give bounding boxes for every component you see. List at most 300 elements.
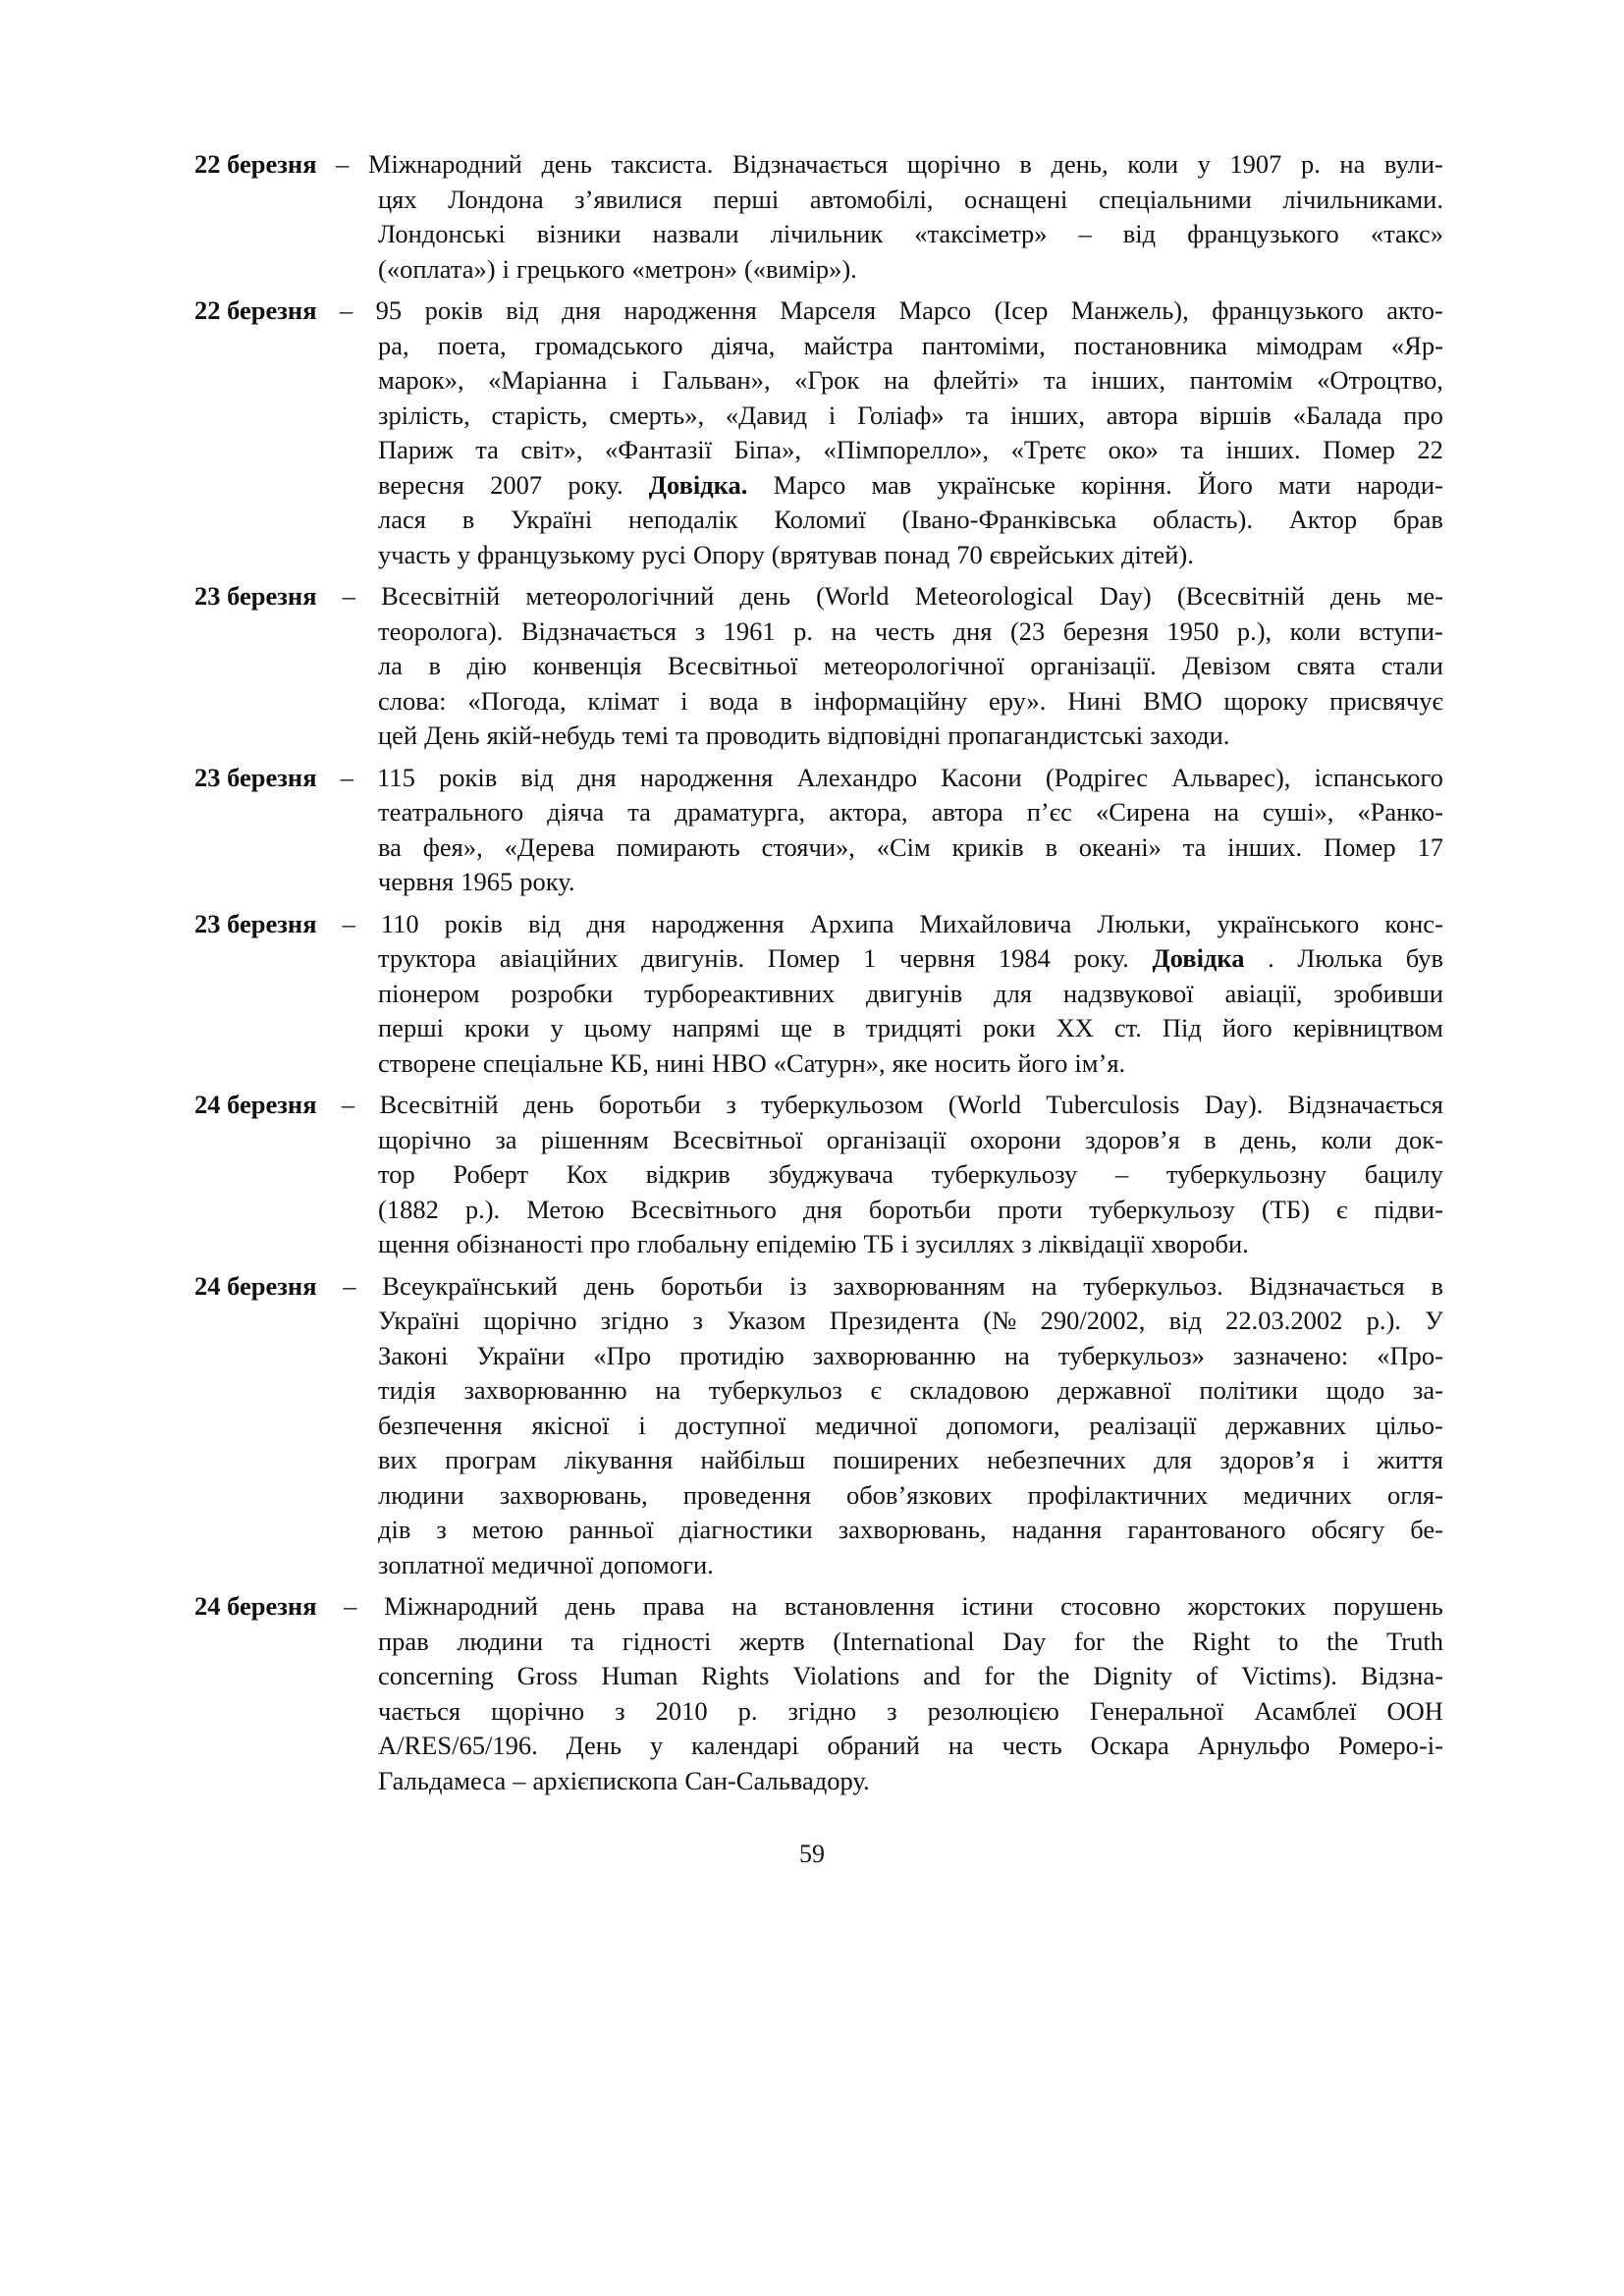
word: авіації, (1224, 978, 1303, 1008)
word: (Всесвітній (1176, 581, 1305, 611)
word: (Ісер (994, 295, 1049, 325)
word: якій-небудь (486, 721, 616, 750)
word: – (1078, 219, 1092, 248)
word: Violations (792, 1661, 900, 1690)
entry-line (378, 329, 1443, 364)
word: автора (931, 797, 1003, 827)
word: у (457, 539, 471, 569)
word: з (887, 1695, 897, 1726)
word: the (1038, 1661, 1070, 1690)
word: день (541, 149, 592, 179)
word: р. (1300, 149, 1321, 179)
word: ООН (1386, 1695, 1443, 1726)
calendar-entry (194, 1269, 1443, 1583)
word: 2007 (490, 469, 543, 500)
entry-first-line (194, 1088, 1443, 1123)
entry-first-line (194, 1269, 1443, 1305)
word: та (627, 797, 651, 827)
word: профілактичних (1027, 1479, 1209, 1510)
word: «Ранко- (1357, 797, 1443, 827)
word: 95 (375, 295, 403, 325)
word: Human (601, 1661, 678, 1690)
word: охорони (969, 1124, 1061, 1154)
word: «Маріанна (488, 365, 608, 395)
word: надзвукової (1062, 978, 1194, 1008)
word: з (436, 1515, 447, 1544)
word: Оскара (1090, 1731, 1169, 1760)
entry-dash: – (343, 1270, 356, 1301)
entry-first-line (194, 907, 1443, 942)
word: і (630, 365, 639, 395)
word: лася (378, 505, 426, 534)
word: епідемію (755, 1229, 857, 1258)
word: ва (378, 831, 402, 862)
word: «Фантазії (605, 435, 713, 464)
word: народження (651, 908, 785, 938)
entry-dash: – (342, 581, 355, 611)
word: обсягу (1311, 1515, 1385, 1544)
word: з (1021, 1229, 1032, 1258)
word: організації. (1030, 651, 1157, 680)
word: прав (378, 1626, 429, 1656)
word: вступи- (1359, 615, 1443, 646)
word: огля- (1386, 1479, 1443, 1510)
word: червня (378, 867, 455, 896)
word: Коломиї (774, 505, 866, 534)
word: в (1019, 149, 1032, 179)
word: доступної (675, 1410, 786, 1440)
word: Truth (1386, 1626, 1443, 1656)
entry-line (378, 649, 1443, 684)
entry-date: 22 березня (194, 295, 317, 325)
word: і (680, 685, 688, 716)
word: НВО (711, 1047, 767, 1078)
word: участь (378, 539, 451, 569)
word: ВМО (1143, 685, 1203, 716)
word: турбореактивних (644, 978, 836, 1008)
word: від (1122, 219, 1157, 248)
word: життя (1377, 1445, 1443, 1474)
word: захворювань, (838, 1515, 987, 1544)
word: 17 (1417, 831, 1443, 862)
word: неподалік (627, 505, 738, 534)
word: медичних (1243, 1479, 1352, 1510)
word: туберкульоз» (1057, 1340, 1205, 1370)
word: майстра (803, 330, 893, 360)
word: дня (802, 1194, 842, 1224)
word: «Балада (1292, 400, 1382, 430)
word: Президента (829, 1306, 960, 1335)
calendar-entry (194, 1589, 1443, 1798)
word: протидію (679, 1340, 785, 1370)
word: (№ (983, 1306, 1017, 1335)
word: флейті» (933, 365, 1020, 395)
word: згідно (787, 1695, 857, 1726)
word: (International (833, 1626, 975, 1656)
word: стали (1380, 651, 1443, 680)
word: театрального (378, 797, 524, 827)
word: of (1196, 1661, 1218, 1690)
word: (World (816, 581, 890, 611)
word: Париж (378, 435, 454, 464)
word: Міжнародний (383, 1591, 538, 1621)
word: пантоміми, (921, 330, 1046, 360)
word: Victims). (1241, 1661, 1337, 1690)
word: мімодрам (1256, 330, 1363, 360)
word: державних (1225, 1410, 1347, 1440)
word: День (566, 1731, 623, 1760)
entry-first-line (194, 294, 1443, 329)
word: інформаційну (813, 685, 968, 716)
word: Tuberculosis (1046, 1090, 1180, 1119)
word: честь (1001, 1731, 1062, 1760)
word: постановника (1073, 330, 1227, 360)
word: акто- (1386, 295, 1443, 325)
word: 1965 (460, 867, 514, 896)
entry-date: 23 березня (194, 762, 317, 792)
word: перші (713, 184, 780, 214)
word: права (642, 1591, 705, 1621)
word: його (1017, 1047, 1068, 1078)
word: р.). (1366, 1306, 1401, 1335)
word: «Пімпорелло», (823, 435, 990, 464)
word: день, (1051, 149, 1109, 179)
word: медичної (491, 1549, 594, 1579)
entry-line (378, 1339, 1443, 1374)
word: the (1326, 1626, 1359, 1656)
word: клімат (587, 685, 660, 716)
word: Всесвітньої (673, 1124, 803, 1154)
entry-date: 24 березня (194, 1090, 317, 1119)
word: туберкульозом (761, 1090, 924, 1119)
word: дів (378, 1515, 411, 1544)
word: та (676, 721, 699, 750)
word: дня (586, 908, 626, 938)
calendar-entry (194, 147, 1443, 287)
word: . (1268, 943, 1274, 973)
word: діагностики (678, 1515, 813, 1544)
word: «Третє (1010, 435, 1087, 464)
word: A/RES/65/196. (378, 1731, 538, 1760)
word: concerning (378, 1661, 494, 1690)
word: темі (622, 721, 670, 750)
word: поширених (833, 1445, 959, 1474)
word: з’явилися (574, 184, 682, 214)
word: туберкульозну (1165, 1159, 1327, 1189)
word: допомоги, (947, 1410, 1060, 1440)
entry-line (378, 1011, 1443, 1046)
entry-line (378, 977, 1443, 1012)
word: істини (961, 1591, 1034, 1621)
word: Люлька (1297, 943, 1383, 973)
entry-line (378, 1373, 1443, 1409)
word: обраний (827, 1731, 920, 1760)
word: У (1425, 1306, 1443, 1335)
word: від (506, 295, 539, 325)
word: французькому (477, 539, 635, 569)
word: за (495, 1124, 517, 1154)
entry-line (378, 795, 1443, 830)
word: тридцяті (865, 1013, 962, 1042)
word: лічильниками. (1282, 184, 1443, 214)
entry-line (378, 865, 1443, 900)
word: Марсо (898, 295, 972, 325)
word: Біпа», (733, 435, 801, 464)
word: на (655, 1375, 681, 1405)
word: океані» (1078, 831, 1162, 862)
word: народження (623, 295, 757, 325)
entry-date: 24 березня (194, 1591, 317, 1621)
word: у (1197, 149, 1211, 179)
entry-line (378, 830, 1443, 866)
word: (ТБ) (1261, 1194, 1310, 1224)
word: (Івано-Франківська (901, 505, 1117, 534)
word: Довідка (1152, 943, 1245, 973)
word: підви- (1374, 1194, 1443, 1224)
word: слова: (378, 685, 447, 716)
word: єврейських (989, 539, 1114, 569)
word: французького (1212, 295, 1364, 325)
word: ТБ (863, 1229, 894, 1258)
word: коріння. (1081, 469, 1172, 500)
word: ім’я. (1074, 1047, 1126, 1078)
word: Україні (510, 505, 593, 534)
word: Гальдамеса (378, 1765, 507, 1795)
word: зробивши (1333, 978, 1443, 1008)
word: народження (639, 762, 774, 792)
word: честь (874, 615, 936, 646)
word: на (947, 1731, 974, 1760)
word: цільо- (1375, 1410, 1443, 1440)
word: зрілість, (378, 400, 470, 430)
word: область). (1153, 505, 1253, 534)
word: Day). (1204, 1090, 1264, 1119)
calendar-entry (194, 761, 1443, 900)
word: Day (1002, 1626, 1047, 1656)
word: Гальван», (662, 365, 771, 395)
word: ще (781, 1013, 813, 1042)
word: є (870, 1375, 882, 1405)
word: для (1154, 1445, 1192, 1474)
word: нині (655, 1047, 705, 1078)
word: в (428, 651, 441, 680)
word: Всеукраїнський (382, 1270, 558, 1301)
word: док- (1395, 1124, 1443, 1154)
word: в (1204, 1124, 1217, 1154)
word: проводить (705, 721, 821, 750)
page-content (194, 147, 1443, 1805)
word: про (590, 1229, 630, 1258)
word: «Давид (725, 400, 808, 430)
word: Манжель), (1070, 295, 1189, 325)
word: резолюцією (927, 1695, 1059, 1726)
word: фея», (422, 831, 483, 862)
word: програм (445, 1445, 537, 1474)
word: драматурга, (674, 797, 806, 827)
word: 110 (380, 908, 419, 938)
word: оснащені (964, 184, 1068, 214)
word: 1907 (1229, 149, 1282, 179)
entry-dash: – (340, 762, 353, 792)
word: Його (1198, 469, 1253, 500)
word: Meteorological (914, 581, 1074, 611)
word: Нині (1067, 685, 1122, 716)
word: коли (1289, 615, 1341, 646)
word: грецького (515, 253, 625, 284)
word: 22 (1417, 435, 1443, 464)
entry-date: 23 березня (194, 908, 317, 938)
entry-line (378, 614, 1443, 650)
entry-first-line (194, 147, 1443, 183)
word: день (1329, 581, 1381, 611)
word: року. (519, 867, 575, 896)
word: на (1003, 1340, 1030, 1370)
word: за- (1412, 1375, 1443, 1405)
word: Марсо (773, 469, 846, 500)
word: піонером (378, 978, 480, 1008)
word: ліквідації (1038, 1229, 1145, 1258)
word: день (565, 1591, 616, 1621)
word: організації (826, 1124, 947, 1154)
word: розробки (511, 978, 614, 1008)
word: зусиллях (915, 1229, 1015, 1258)
word: смерть», (609, 400, 705, 430)
word: Голіаф» (857, 400, 945, 430)
word: вересня (378, 469, 464, 500)
word: червня (899, 943, 976, 973)
word: «Погода, (467, 685, 567, 716)
word: в (461, 505, 475, 534)
word: захворюванню (463, 1375, 627, 1405)
word: «Отроцтво, (1317, 365, 1443, 395)
entry-line (378, 684, 1443, 720)
word: Dignity (1093, 1661, 1173, 1690)
entry-dash: – (342, 908, 355, 938)
word: зоплатної (378, 1549, 485, 1579)
word: ла (378, 651, 403, 680)
calendar-entry (194, 294, 1443, 572)
word: метеорологічний (525, 581, 715, 611)
entry-line (378, 468, 1443, 504)
word: і (638, 1410, 646, 1440)
word: 290/2002, (1040, 1306, 1146, 1335)
word: око» (1108, 435, 1159, 464)
word: захворювань, (499, 1479, 648, 1510)
word: щорічно (483, 1306, 577, 1335)
word: мати (1278, 469, 1331, 500)
word: свята (1296, 651, 1356, 680)
word: тидія (378, 1375, 436, 1405)
entry-line (378, 1694, 1443, 1730)
word: дітей). (1121, 539, 1194, 569)
word: (Родрігес (1045, 762, 1149, 792)
word: щення (378, 1229, 450, 1258)
word: та (1180, 435, 1205, 464)
word: найбільш (700, 1445, 806, 1474)
word: інших. (1225, 435, 1301, 464)
word: державної (1056, 1375, 1171, 1405)
entry-date: 24 березня (194, 1270, 317, 1301)
word: року. (1073, 943, 1129, 973)
word: р. (793, 615, 813, 646)
word: Ромеро-і- (1338, 1731, 1443, 1760)
word: назвали (652, 219, 739, 248)
entry-date: 23 березня (194, 581, 317, 611)
word: for (1073, 1626, 1105, 1656)
entry-first-line (194, 761, 1443, 796)
word: труктора (378, 943, 477, 973)
word: на (831, 615, 857, 646)
word: 1961 (723, 615, 776, 646)
word: «Грок (794, 365, 860, 395)
word: р. (737, 1695, 758, 1726)
word: вих (378, 1445, 417, 1474)
word: Законі (378, 1340, 449, 1370)
word: створене (378, 1047, 476, 1078)
word: проведення (682, 1479, 811, 1510)
entry-line (378, 538, 1443, 573)
word: та (475, 435, 499, 464)
word: був (1405, 943, 1443, 973)
word: згідно (600, 1306, 670, 1335)
word: гідності (622, 1626, 712, 1656)
word: Люльки, (1097, 908, 1192, 938)
word: день (522, 1090, 574, 1119)
word: лічильник (770, 219, 884, 248)
word: the (1132, 1626, 1164, 1656)
word: з (694, 615, 706, 646)
entry-dash: – (336, 149, 350, 179)
word: актора, (829, 797, 908, 827)
word: із (788, 1270, 807, 1301)
entry-line (378, 719, 1443, 754)
word: медичної (815, 1410, 918, 1440)
word: 1 (863, 943, 877, 973)
word: Опору (692, 539, 765, 569)
entry-line (378, 1409, 1443, 1444)
word: у (550, 1013, 564, 1042)
entry-line (378, 1193, 1443, 1228)
word: Всесвітньої (668, 651, 798, 680)
word: Архипа (809, 908, 894, 938)
word: діяча, (711, 330, 776, 360)
word: глобальну (636, 1229, 749, 1258)
word: перші (378, 1013, 444, 1042)
word: обов’язкових (845, 1479, 993, 1510)
word: України (476, 1340, 566, 1370)
word: в (780, 685, 792, 716)
word: 22.03.2002 (1225, 1306, 1343, 1335)
word: від (1168, 1306, 1202, 1335)
word: присвячує (1329, 685, 1443, 716)
word: яке (892, 1047, 928, 1078)
word: «Сім (876, 831, 931, 862)
word: Арнульфо (1197, 1731, 1311, 1760)
word: двигунів (865, 978, 963, 1008)
entry-line (378, 1513, 1443, 1548)
word: людини (457, 1626, 544, 1656)
word: його (1221, 1013, 1272, 1042)
word: років (444, 908, 503, 938)
word: Алехандро (796, 762, 918, 792)
word: французького (1187, 219, 1339, 248)
word: помирають (616, 831, 740, 862)
entry-line (378, 363, 1443, 399)
page-number: 59 (799, 1840, 825, 1868)
word: у (649, 1731, 664, 1760)
word: керівництвом (1292, 1013, 1443, 1042)
word: архієпископа (532, 1765, 678, 1795)
